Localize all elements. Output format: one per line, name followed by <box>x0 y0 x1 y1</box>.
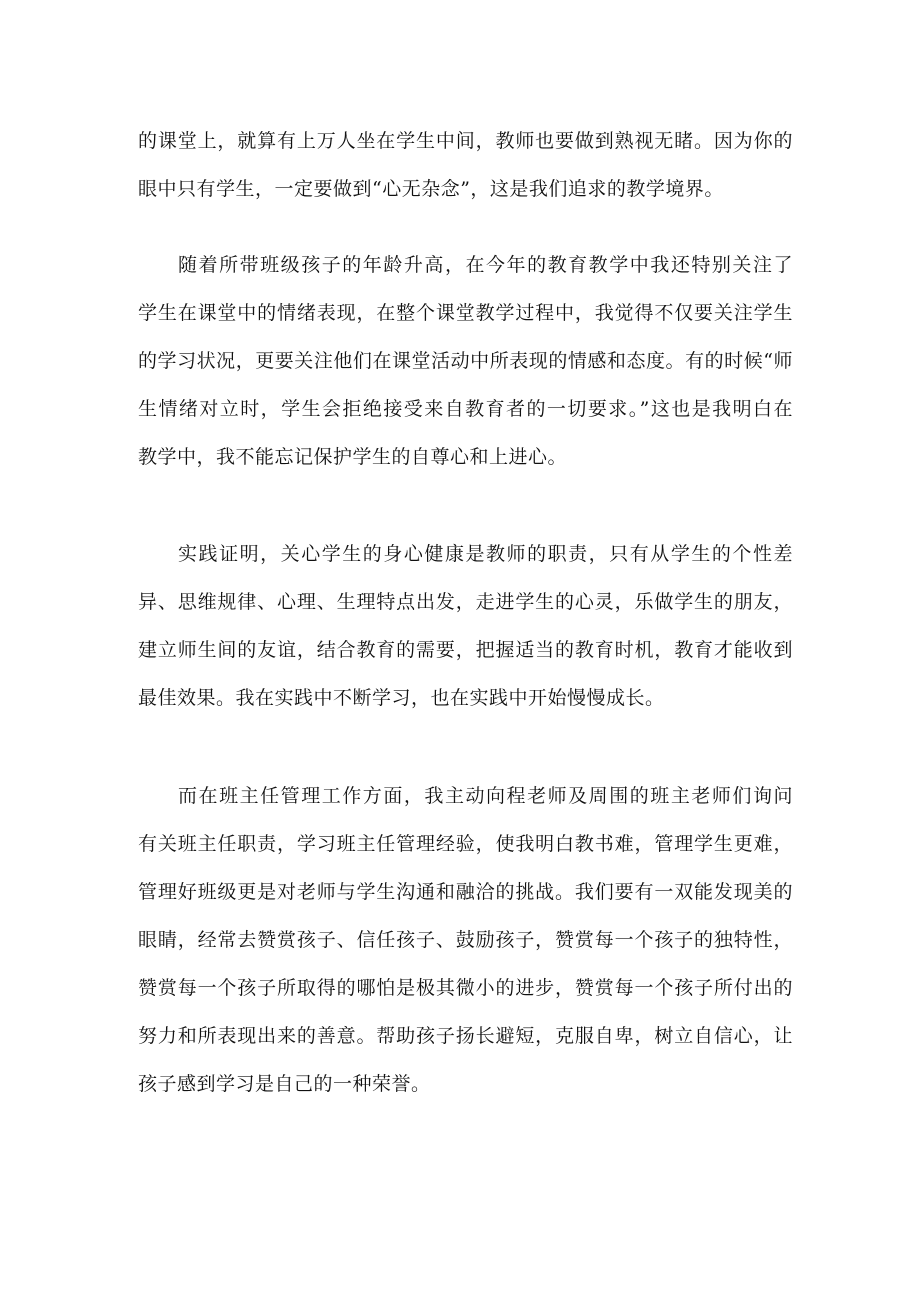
text-line: 实践证明，关心学生的身心健康是教师的职责，只有从学生的个性差 <box>178 543 793 565</box>
text-line: 有关班主任职责，学习班主任管理经验，使我明白教书难，管理学生更难， <box>138 833 793 855</box>
text-line: 随着所带班级孩子的年龄升高，在今年的教育教学中我还特别关注了 <box>178 254 793 276</box>
text-line: 赞赏每一个孩子所取得的哪怕是极其微小的进步，赞赏每一个孩子所付出的 <box>138 977 793 999</box>
text-line: 学生在课堂中的情绪表现，在整个课堂教学过程中，我觉得不仅要关注学生 <box>138 302 793 324</box>
text-line: 教学中，我不能忘记保护学生的自尊心和上进心。 <box>138 446 568 468</box>
text-line: 眼中只有学生，一定要做到“心无杂念”，这是我们追求的教学境界。 <box>138 178 724 200</box>
text-line: 的课堂上，就算有上万人坐在学生中间，教师也要做到熟视无睹。因为你的 <box>138 130 793 152</box>
text-line: 孩子感到学习是自己的一种荣誉。 <box>138 1073 431 1095</box>
text-line: 管理好班级更是对老师与学生沟通和融洽的挑战。我们要有一双能发现美的 <box>138 881 793 903</box>
text-line: 眼睛，经常去赞赏孩子、信任孩子、鼓励孩子，赞赏每一个孩子的独特性， <box>138 929 793 951</box>
text-line: 而在班主任管理工作方面，我主动向程老师及周围的班主老师们询问 <box>178 785 793 807</box>
text-line: 生情绪对立时，学生会拒绝接受来自教育者的一切要求。”这也是我明白在 <box>138 398 793 420</box>
text-line: 努力和所表现出来的善意。帮助孩子扬长避短，克服自卑，树立自信心，让 <box>138 1025 793 1047</box>
paragraph-3 <box>138 530 793 722</box>
text-line: 最佳效果。我在实践中不断学习，也在实践中开始慢慢成长。 <box>138 687 665 709</box>
text-line: 异、思维规律、心理、生理特点出发，走进学生的心灵，乐做学生的朋友， <box>138 591 793 613</box>
text-line: 建立师生间的友谊，结合教育的需要，把握适当的教育时机，教育才能收到 <box>138 639 793 661</box>
paragraph-1 <box>138 117 793 213</box>
paragraph-2 <box>138 241 793 481</box>
text-line: 的学习状况，更要关注他们在课堂活动中所表现的情感和态度。有的时候“师 <box>138 350 793 372</box>
paragraph-4 <box>138 772 793 1108</box>
